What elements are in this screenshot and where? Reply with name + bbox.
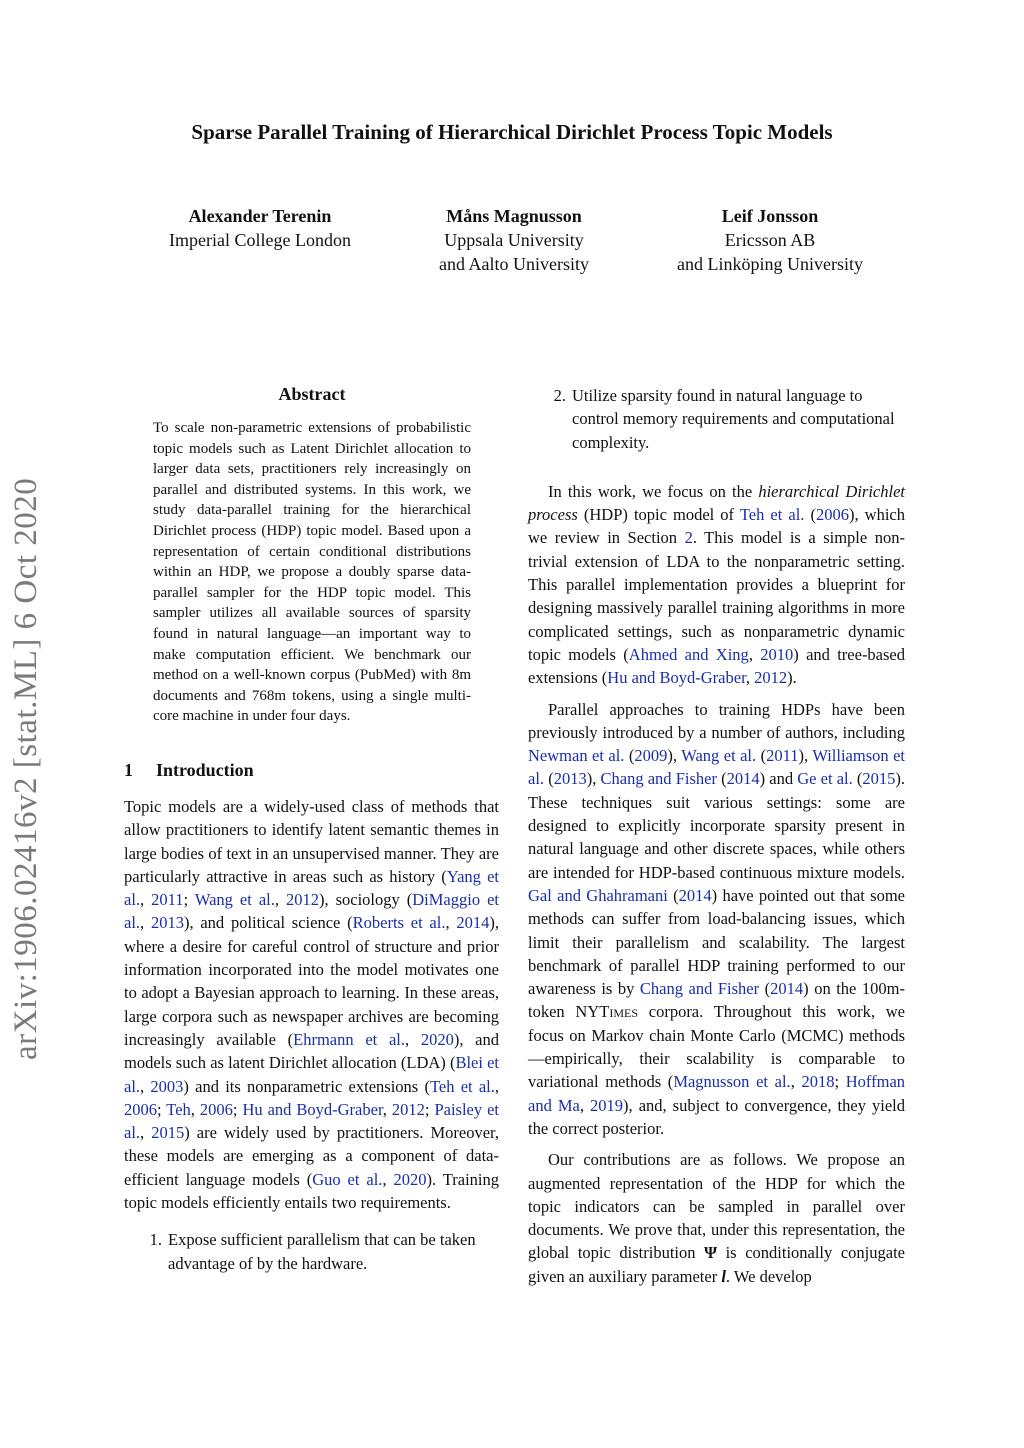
citation-link[interactable]: Hu and Boyd-Graber [242, 1099, 383, 1119]
requirement-item-1 [124, 1228, 499, 1275]
author-name: Leif Jonsson [721, 206, 819, 226]
citation-year-link[interactable]: 2011 [151, 890, 184, 910]
citation-link[interactable]: Magnusson et al. [673, 1072, 791, 1092]
citation-link[interactable]: Blei et al. [124, 1053, 499, 1096]
citation-link[interactable]: Teh [166, 1099, 191, 1119]
author-affiliation: Uppsala University [444, 230, 584, 250]
section-title: Introduction [156, 760, 254, 780]
citation-link[interactable]: Williamson et al. [528, 746, 906, 789]
section-number: 1 [124, 760, 133, 780]
citation-year-link[interactable]: 2013 [150, 913, 184, 933]
citation-link[interactable]: Paisley et al. [124, 1099, 499, 1143]
requirement-item-2 [528, 384, 905, 454]
citation-year-link[interactable]: 2010 [760, 644, 794, 664]
citation-link[interactable]: Ge et al. [797, 769, 853, 789]
citation-year-link[interactable]: 2012 [391, 1099, 425, 1119]
symbol-l: l [721, 1266, 726, 1286]
citation-link[interactable]: DiMaggio et al. [124, 890, 499, 933]
citation-year-link[interactable]: 2014 [726, 769, 760, 789]
citation-year-link[interactable]: 2020 [420, 1029, 454, 1049]
citation-year-link[interactable]: 2015 [862, 769, 896, 789]
intro-paragraph-2: In this work, we focus on the hierarchical Dirichlet process (HDP) topic model of Teh et al. (2006), which we review in Section 2. This model is a simple non-trivial extension of LDA to the nonparametric setting. This parallel implementation provides a blueprint for designing massively parallel training algorithms in more complicated settings, such as nonparametric dynamic topic models (Ahmed and Xing, 2010) and tree-based extensions (Hu and Boyd-Graber, 2012). [528, 481, 906, 688]
citation-link[interactable]: Gal and Ghahramani [528, 885, 668, 905]
citation-link[interactable]: Chang and Fisher [600, 769, 717, 789]
citation-link[interactable]: Yang et al. [124, 866, 499, 910]
section-reference-link[interactable]: 2 [684, 528, 693, 548]
symbol-psi: Ψ [704, 1243, 717, 1263]
requirement-number: 1. [149, 1230, 162, 1250]
author-affiliation-2: and Linköping University [677, 254, 863, 274]
author-3 [630, 204, 910, 276]
paper-title: Sparse Parallel Training of Hierarchical Dirichlet Process Topic Models [191, 120, 833, 144]
requirement-number: 2. [553, 386, 566, 405]
author-block [120, 204, 900, 294]
citation-year-link[interactable]: 2006 [815, 505, 849, 525]
citation-year-link[interactable]: 2015 [151, 1123, 185, 1143]
right-column [528, 384, 905, 1296]
citation-year-link[interactable]: 2014 [456, 913, 490, 933]
citation-year-link[interactable]: 2012 [754, 668, 788, 688]
citation-year-link[interactable]: 2009 [634, 746, 668, 766]
author-affiliation: Imperial College London [169, 230, 351, 250]
citation-year-link[interactable]: 2014 [678, 885, 712, 905]
citation-link[interactable]: Newman et al. [528, 746, 625, 766]
author-affiliation: Ericsson AB [724, 230, 816, 250]
citation-link[interactable]: Ehrmann et al. [293, 1029, 405, 1049]
citation-link[interactable]: Wang et al. [194, 890, 275, 910]
citation-year-link[interactable]: 2018 [801, 1072, 835, 1092]
intro-paragraph-4: Our contributions are as follows. We propose an augmented representation of the HDP for which the topic indicators can be sampled in parallel over documents. We prove that, under this representation, the global topic distribution Ψ is conditionally conjugate given an auxiliary parameter l. We develop [528, 1150, 906, 1286]
intro-paragraph-1: Topic models are a widely-used class of methods that allow practitioners to identify latent semantic themes in large bodies of text in an unsupervised manner. They are particularly attractive in areas such as history (Yang et al., 2011; Wang et al., 2012), sociology (DiMaggio et al., 2013), and political science (Roberts et al., 2014), where a desire for careful control of structure and prior information incorporated into the model motivates one to adopt a Bayesian approach to learning. In these areas, large corpora such as newspaper archives are becoming increasingly available (Ehrmann et al., 2020), and models such as latent Dirichlet allocation (LDA) (Blei et al., 2003) and its nonparametric extensions (Teh et al., 2006; Teh, 2006; Hu and Boyd-Graber, 2012; Paisley et al., 2015) are widely used by practitioners. Moreover, these models are emerging as a component of data-efficient language models (Guo et al., 2020). Training topic models efficiently entails two requirements. [124, 797, 499, 1213]
author-affiliation-2: and Aalto University [439, 254, 589, 274]
left-column [124, 795, 499, 1275]
citation-year-link[interactable]: 2013 [553, 769, 587, 789]
author-1 [120, 204, 400, 252]
section-heading-introduction [124, 760, 254, 781]
citation-link[interactable]: Wang et al. [681, 746, 757, 766]
author-2 [374, 204, 654, 276]
citation-link[interactable]: Teh et al. [739, 505, 805, 525]
citation-link[interactable]: Chang and Fisher [639, 979, 760, 999]
author-name: Alexander Terenin [188, 206, 332, 226]
requirement-text: Expose sufficient parallelism that can be taken advantage of by the hardware. [168, 1230, 476, 1273]
abstract-heading: Abstract [278, 384, 346, 404]
corpus-name: NYTimes [575, 1002, 638, 1022]
citation-year-link[interactable]: 2006 [124, 1099, 157, 1119]
arxiv-identifier-stamp [8, 460, 68, 1060]
citation-year-link[interactable]: 2012 [285, 890, 319, 910]
citation-link[interactable]: Hoffman and Ma [528, 1072, 906, 1115]
intro-paragraph-3: Parallel approaches to training HDPs have been previously introduced by a number of authors, including Newman et al. (2009), Wang et al. (2011), Williamson et al. (2013), Chang and Fisher (2014) and Ge et al. (2015). These techniques suit various settings: some are designed to explicitly incorporate sparsity present in natural language and other discrete spaces, while others are intended for HDP-based continuous mixture models. Gal and Ghahramani (2014) have pointed out that some methods can suffer from load-balancing issues, which limit their parallelism and scalability. The largest benchmark of parallel HDP training performed to our awareness is by Chang and Fisher (2014) on the 100m-token NYTimes corpora. Throughout this work, we focus on Markov chain Monte Carlo (MCMC) methods—empirically, their scalability is comparable to variational methods (Magnusson et al., 2018; Hoffman and Ma, 2019), and, subject to convergence, they yield the correct posterior. [528, 699, 906, 1138]
citation-year-link[interactable]: 2006 [199, 1099, 233, 1119]
citation-year-link[interactable]: 2014 [770, 979, 804, 999]
citation-link[interactable]: Guo et al. [312, 1169, 383, 1189]
arxiv-identifier-text: arXiv:1906.02416v2 [stat.ML] 6 Oct 2020 [8, 477, 44, 1060]
author-name: Måns Magnusson [446, 206, 582, 226]
requirement-text: Utilize sparsity found in natural language to control memory requirements and computational complexity. [572, 386, 895, 452]
citation-year-link[interactable]: 2020 [393, 1169, 427, 1189]
citation-link[interactable]: Hu and Boyd-Graber [607, 668, 746, 688]
citation-year-link[interactable]: 2011 [766, 746, 799, 766]
citation-year-link[interactable]: 2019 [590, 1095, 624, 1115]
citation-year-link[interactable]: 2003 [150, 1076, 184, 1096]
abstract-text: To scale non-parametric extensions of probabilistic topic models such as Latent Dirichlet allocation to larger data sets, practitioners rely increasingly on parallel and distributed systems. In this work, we study data-parallel training for the hierarchical Dirichlet process (HDP) topic model. Based upon a representation of certain conditional distributions within an HDP, we propose a doubly sparse data-parallel sampler for the HDP topic model. This sampler utilizes all available sources of sparsity found in natural language—an important way to make computation efficient. We benchmark our method on a well-known corpus (PubMed) with 8m documents and 768m tokens, using a single multi-core machine in under four days. [153, 420, 471, 725]
citation-link[interactable]: Ahmed and Xing [628, 644, 749, 664]
citation-link[interactable]: Roberts et al. [352, 913, 446, 933]
citation-link[interactable]: Teh et al. [429, 1076, 495, 1096]
